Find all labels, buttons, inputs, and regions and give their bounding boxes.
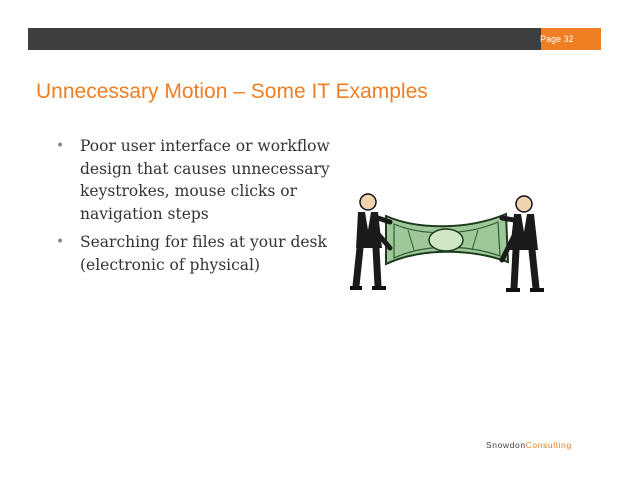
bullet-item xyxy=(56,135,346,225)
footer-brand-part2: Consulting xyxy=(525,440,572,450)
bullet-item xyxy=(56,231,346,276)
bullet-marker: • xyxy=(56,138,65,154)
bullet-text: Searching for files at your desk (electronic of physical) xyxy=(80,233,327,274)
tug-of-war-money-clipart-icon xyxy=(348,178,544,296)
header-bar xyxy=(28,28,601,50)
page-number: Page 32 xyxy=(540,34,574,44)
bullet-text: Poor user interface or workflow design that causes unnecessary keystrokes, mouse clicks or navigation steps xyxy=(80,137,330,223)
slide-title: Unnecessary Motion – Some IT Examples xyxy=(36,80,428,103)
footer-brand-part1: Snowdon xyxy=(486,440,526,450)
bullet-list xyxy=(56,135,346,282)
footer-brand xyxy=(486,440,572,450)
bullet-marker: • xyxy=(56,234,65,250)
